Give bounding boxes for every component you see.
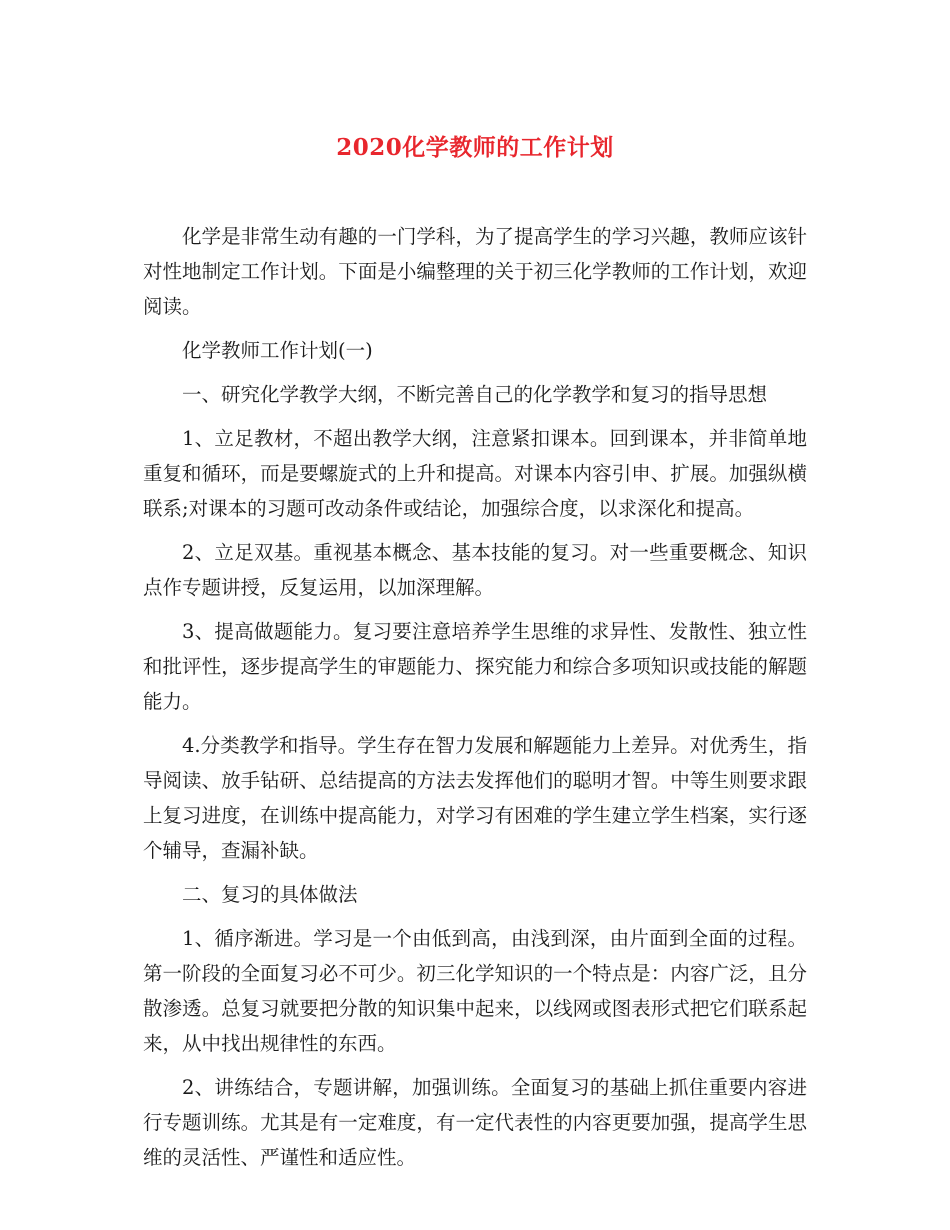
- paragraph-plan-heading: 化学教师工作计划(一): [182, 339, 373, 362]
- document-body: [143, 219, 807, 1184]
- paragraph-section-one-heading: 一、研究化学教学大纲，不断完善自己的化学教学和复习的指导思想: [182, 383, 768, 406]
- paragraph-item-1-3: 3、提高做题能力。复习要注意培养学生思维的求异性、发散性、独立性和批评性，逐步提高学生的审题能力、探究能力和综合多项知识或技能的解题能力。: [143, 620, 807, 713]
- paragraph-item-1-4: 4.分类教学和指导。学生存在智力发展和解题能力上差异。对优秀生，指导阅读、放手钻研、总结提高的方法去发挥他们的聪明才智。中等生则要求跟上复习进度，在训练中提高能力，对学习有困难的学生建立学生档案，实行逐个辅导，查漏补缺。: [143, 734, 807, 862]
- paragraph-item-1-2: 2、立足双基。重视基本概念、基本技能的复习。对一些重要概念、知识点作专题讲授，反复运用，以加深理解。: [143, 541, 807, 599]
- paragraph-item-2-1: 1、循序渐进。学习是一个由低到高，由浅到深，由片面到全面的过程。第一阶段的全面复习必不可少。初三化学知识的一个特点是：内容广泛，且分散渗透。总复习就要把分散的知识集中起来，以线网或图表形式把它们联系起来，从中找出规律性的东西。: [143, 927, 807, 1055]
- paragraph-intro: 化学是非常生动有趣的一门学科，为了提高学生的学习兴趣，教师应该针对性地制定工作计划。下面是小编整理的关于初三化学教师的工作计划，欢迎阅读。: [143, 225, 807, 318]
- paragraph-section-two-heading: 二、复习的具体做法: [182, 883, 358, 906]
- paragraph-item-2-2: 2、讲练结合，专题讲解，加强训练。全面复习的基础上抓住重要内容进行专题训练。尤其是有一定难度，有一定代表性的内容更要加强，提高学生思维的灵活性、严谨性和适应性。: [143, 1076, 807, 1169]
- paragraph-item-1-1: 1、立足教材，不超出教学大纲，注意紧扣课本。回到课本，并非简单地重复和循环，而是要螺旋式的上升和提高。对课本内容引申、扩展。加强纵横联系;对课本的习题可改动条件或结论，加强综合度，以求深化和提高。: [143, 427, 807, 520]
- document-title: 2020化学教师的工作计划: [336, 134, 614, 161]
